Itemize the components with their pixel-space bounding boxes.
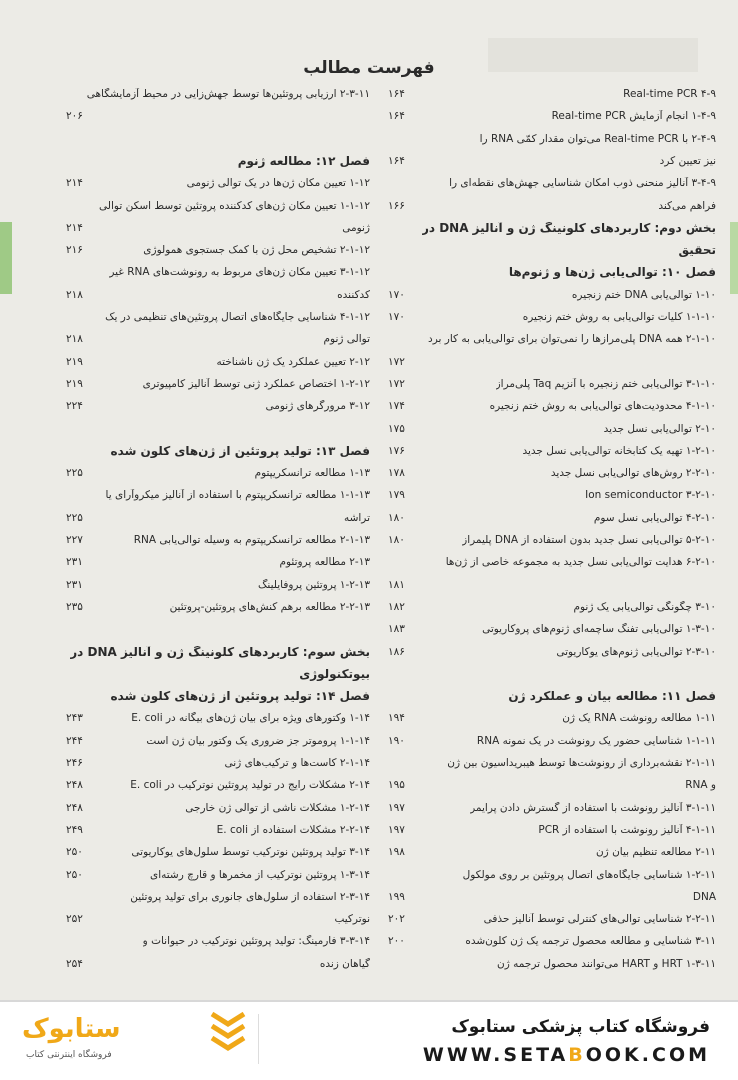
toc-entry [66,534,370,548]
toc-entry-page: ۱۷۰ [388,311,405,323]
toc-entry [388,512,716,526]
shop-name: فروشگاه کتاب پزشکی ستابوک [451,1017,710,1037]
toc-entry-title: تحقیق [678,244,716,258]
toc-entry-page: ۲۱۴ [66,221,83,234]
chapter-heading [388,266,716,280]
toc-entry-page: ۱۷۴ [388,400,405,413]
toc-entry-title: گیاهان زنده [319,957,370,970]
toc-entry [66,200,370,214]
toc-entry-title: فصل ۱۴: تولید پروتئین از ژن‌های کلون شده [110,690,370,704]
toc-entry-page: ۱۷۲ [388,355,405,368]
toc-entry-title: ۳-۳-۱۴ فارمینگ: تولید پروتئین نوترکیب در حیوانات و [142,935,370,948]
toc-entry-page: ۲۱۸ [66,333,83,346]
toc-entry [388,445,716,459]
toc-entry-page: ۱۷۹ [388,489,405,502]
toc-entry [66,712,370,726]
toc-entry [66,467,370,481]
toc-entry-page: ۱۸۳ [388,623,405,636]
chapter-heading [66,155,370,169]
toc-entry-title: ۵-۲-۱۰ توالی‌یابی نسل جدید بدون استفاده از DNA پلیمراز [462,534,716,546]
toc-entry-title: بیوتکنولوژی [299,667,370,681]
toc-entry [388,311,716,325]
setabook-logo[interactable] [22,1014,202,1070]
toc-entry [66,110,370,124]
toc-entry-title: ۲-۱-۱۱ نقشه‌برداری از رونوشت‌ها توسط هیبریداسیون بین ژن [447,757,716,769]
toc-entry [388,378,716,392]
toc-entry-page: ۲۲۵ [66,467,83,480]
toc-entry [66,489,370,503]
toc-entry-title: ۱-۱-۱۲ تعیین مکان ژن‌های کدکننده پروتئین توسط اسکن توالی [99,199,370,212]
toc-entry-title: ۳-۲-۱۰ Ion semiconductor [585,489,716,502]
toc-entry-title: ۱-۱۰ توالی‌یابی DNA ختم زنجیره [571,288,716,301]
toc-entry-page: ۲۳۱ [66,578,83,591]
chapter-heading [388,690,716,704]
toc-entry-title: بخش دوم: کاربردهای کلونینگ ژن و آنالیز DNA در [421,221,716,235]
toc-entry-title: ۲-۴-۹ با Real-time PCR می‌توان مقدار کمّی RNA را [479,132,716,145]
part-heading [66,668,370,682]
toc-entry-title: بخش سوم: کاربردهای کلونینگ ژن و آنالیز DNA در [70,645,370,659]
toc-entry-title: ۲-۲-۱۰ روش‌های توالی‌یابی نسل جدید [550,467,716,480]
toc-entry [388,177,716,191]
toc-entry [388,110,716,124]
toc-entry [388,712,716,726]
toc-entry-title: ۳-۱۴ تولید پروتئین نوترکیب توسط سلول‌های یوکاریوتی [131,846,370,859]
url-prefix: WWW.SETA [422,1044,569,1066]
toc-entry-title: ۲-۲-۱۴ مشکلات استفاده از E. coli [216,823,370,836]
toc-entry [66,846,370,860]
toc-entry-page: ۱۷۵ [388,422,405,435]
toc-entry [66,222,370,236]
toc-entry-page: ۱۸۶ [388,645,405,658]
toc-entry [66,958,370,972]
toc-entry [66,88,370,102]
toc-entry-title: ۴-۱-۱۱ آنالیز رونوشت با استفاده از PCR [538,823,716,836]
toc-entry-title: فصل ۱۲: مطالعه ژنوم [237,154,370,168]
toc-entry [388,356,716,370]
toc-entry-page: ۱۶۴ [388,110,405,123]
toc-entry-page: ۲۰۰ [388,935,405,948]
toc-entry [388,891,716,905]
toc-entry-title: ۱-۱۴ وکتورهای ویژه برای بیان ژن‌های بیگانه در E. coli [131,712,370,725]
toc-entry-page: ۲۴۳ [66,712,83,725]
chevron-logo-icon [208,1006,248,1052]
toc-entry-page: ۱۸۱ [388,578,405,591]
toc-entry-page: ۲۲۵ [66,511,83,524]
toc-entry-title: ۳-۴-۹ آنالیز منحنی ذوب امکان شناسایی جهش‌های نقطه‌ای را [449,177,716,190]
toc-entry-title: توالی ژنوم [323,333,370,346]
toc-entry-page: ۲۳۵ [66,600,83,613]
toc-entry-title: ۱-۱-۱۴ پروموتر جز ضروری یک وکتور بیان ژن است [146,734,370,747]
toc-entry [388,200,716,214]
toc-entry [388,534,716,548]
page-title: فهرست مطالب [303,58,435,78]
toc-entry-title: ۳-۱۲ مرورگرهای ژنومی [265,400,370,413]
toc-entry [388,913,716,927]
toc-entry-title: DNA [692,890,716,903]
toc-entry-title: ۳-۱۰ چگونگی توالی‌یابی یک ژنوم [573,600,716,613]
toc-entry [66,333,370,347]
toc-entry [66,891,370,905]
toc-entry-title: ۲-۱۰ توالی‌یابی نسل جدید [603,422,716,435]
toc-entry-page: ۲۴۸ [66,801,83,814]
toc-entry-page: ۱۸۲ [388,600,405,613]
toc-entry [388,958,716,972]
toc-entry [66,869,370,883]
logo-wordmark: ستابوک [22,1014,121,1044]
toc-entry [66,311,370,325]
toc-entry [388,869,716,883]
toc-entry-page: ۱۶۴ [388,154,405,167]
toc-entry-title: ۲-۱-۱۰ همه DNA پلی‌مرازها را نمی‌توان برای توالی‌یابی به کار برد [428,333,716,346]
toc-entry-title: ۱-۲-۱۴ مشکلات ناشی از توالی ژن خارجی [185,801,370,814]
toc-entry [66,356,370,370]
toc-entry-page: ۱۹۸ [388,846,405,859]
toc-entry-page: ۲۱۹ [66,377,83,390]
toc-entry [388,668,716,682]
toc-entry-page: ۲۳۱ [66,556,83,569]
toc-entry-page: ۲۵۴ [66,957,83,970]
toc-entry-title: ۳-۱-۱۰ توالی‌یابی ختم زنجیره با آنزیم Taq پلی‌مراز [495,377,716,390]
toc-entry-page: ۱۸۰ [388,534,405,546]
section-tab-right [730,222,738,294]
toc-entry [66,601,370,615]
toc-entry-title: ۲-۱۳ مطالعه پروتئوم [279,556,370,569]
toc-entry-title: ۲-۱-۱۳ مطالعه ترانسکریپتوم به وسیله توالی‌یابی RNA [133,534,370,546]
toc-entry-title: ۲-۱۴ مشکلات رایج در تولید پروتئین نوترکیب در E. coli [130,779,370,792]
toc-entry-title: ۱-۲-۱۳ پروتئین پروفایلینگ [258,578,370,591]
toc-entry-title: ۱-۳-۱۱ HRT و HART می‌توانند محصول ترجمه ژن [497,957,716,970]
toc-entry [388,400,716,414]
toc-entry-title: ۴-۲-۱۰ توالی‌یابی نسل سوم [593,511,716,524]
toc-entry [388,556,716,570]
part-heading [66,646,370,660]
toc-entry [66,378,370,392]
toc-entry [388,935,716,949]
toc-entry-title: فصل ۱۰: توالی‌یابی ژن‌ها و ژنوم‌ها [508,266,716,280]
toc-entry [388,757,716,771]
toc-entry-page: ۲۲۷ [66,534,83,546]
toc-entry-title: نوترکیب [334,913,370,926]
footer-divider [0,1000,738,1002]
toc-entry-page: ۱۶۶ [388,199,405,212]
toc-entry-title: ۲-۱-۱۴ کاست‌ها و ترکیب‌های ژنی [224,757,370,769]
toc-entry [388,779,716,793]
toc-entry-page: ۲۴۶ [66,757,83,769]
url-accent-letter: B [568,1044,586,1066]
toc-entry-title: ۳-۱۱ شناسایی و مطالعه محصول ترجمه یک ژن کلون‌شده [465,935,716,948]
toc-entry [66,757,370,771]
toc-entry-title: ۳-۱-۱۲ تعیین مکان ژن‌های مربوط به رونوشت‌های RNA غیر [109,266,370,279]
toc-entry [66,735,370,749]
toc-entry-title: ۲-۱۱ مطالعه تنظیم بیان ژن [595,846,716,859]
toc-entry-page: ۲۴۸ [66,779,83,792]
toc-entry-title: فصل ۱۳: تولید پروتئین از ژن‌های کلون شده [110,444,370,458]
toc-entry-title: ۲-۱۲ تعیین عملکرد یک ژن ناشناخته [216,355,370,368]
part-heading [388,244,716,258]
toc-entry-page: ۱۷۲ [388,377,405,390]
toc-entry-page: ۲۱۹ [66,355,83,368]
toc-entry-page: ۲۱۶ [66,244,83,257]
toc-entry-title: ۱-۲-۱۲ اختصاص عملکرد ژنی توسط آنالیز کامپیوتری [142,377,370,390]
toc-entry-title: ۱-۱-۱۱ شناسایی حضور یک رونوشت در یک نمونه RNA [476,734,716,747]
toc-entry-title: ۲-۳-۱۰ توالی‌یابی ژنوم‌های یوکاریوتی [556,645,716,658]
toc-entry-page: ۲۵۲ [66,913,83,926]
toc-entry [66,579,370,593]
toc-entry [388,88,716,102]
toc-entry-page: ۲۴۴ [66,734,83,747]
toc-entry-page: ۱۹۴ [388,712,405,725]
toc-entry-title: ۴-۱-۱۲ شناسایی جایگاه‌های اتصال پروتئین‌های تنظیمی در یک [105,311,370,323]
toc-entry [388,333,716,347]
toc-entry-title: ۴-۱-۱۰ محدودیت‌های توالی‌یابی به روش ختم زنجیره [489,400,716,413]
toc-entry-title: ۱-۴-۹ انجام آزمایش Real-time PCR [551,110,716,123]
toc-entry-title: تراشه [343,511,370,524]
toc-entry-title: ۱-۱۲ تعیین مکان ژن‌ها در یک توالی ژنومی [186,177,370,190]
toc-entry-page: ۲۰۲ [388,913,405,926]
toc-entry-page: ۲۴۹ [66,823,83,836]
toc-entry [388,601,716,615]
toc-entry [66,133,370,147]
toc-entry-title: ۲-۳-۱۴ استفاده از سلول‌های جانوری برای تولید پروتئین [130,890,370,903]
chapter-heading [66,690,370,704]
toc-entry-page: ۲۵۰ [66,868,83,881]
shop-url[interactable] [423,1044,710,1066]
toc-entry [388,824,716,838]
logo-separator [258,1014,259,1064]
toc-entry-page: ۱۷۶ [388,444,405,457]
toc-entry [388,623,716,637]
toc-entry [66,623,370,637]
logo-tagline: فروشگاه اینترنتی کتاب [26,1050,112,1060]
footer-banner [0,1000,738,1080]
toc-entry [66,266,370,280]
toc-entry-title: فراهم می‌کند [658,199,716,212]
toc-entry-page: ۲۲۴ [66,400,83,413]
chapter-heading [66,445,370,459]
toc-entry [66,177,370,191]
toc-entry-title: ۱-۳-۱۴ پروتئین نوترکیب از مخمرها و قارچ رشته‌ای [149,868,370,881]
toc-entry [388,489,716,503]
toc-entry-page: ۱۷۰ [388,288,405,301]
toc-entry-page: ۱۶۴ [388,88,405,100]
toc-entry [66,824,370,838]
toc-entry [388,155,716,169]
toc-entry-title: ۲-۳-۱۱ ارزیابی پروتئین‌ها توسط جهش‌زایی در محیط آزمایشگاهی [86,88,370,100]
toc-entry-title: نیز تعیین کرد [659,154,716,167]
toc-entry-title: ۱-۱-۱۳ مطالعه ترانسکریپتوم با استفاده از آنالیز میکروآرای یا [105,489,370,502]
toc-entry [66,913,370,927]
toc-entry-title: ۱-۱۳ مطالعه ترانسکریپتوم [254,467,370,480]
toc-entry-title: ۶-۲-۱۰ هدایت توالی‌یابی نسل جدید به مجموعه خاصی از ژن‌ها [445,556,716,569]
toc-entry-title: ۱-۲-۱۱ شناسایی جایگاه‌های اتصال پروتئین بر روی مولکول [462,868,716,881]
toc-entry-title: ژنومی [342,221,370,234]
toc-entry-page: ۱۹۹ [388,890,405,903]
toc-entry-title: ۴-۹ Real-time PCR [623,88,716,100]
toc-entry-title: ۲-۱-۱۲ تشخیص محل ژن با کمک جستجوی همولوژی [143,244,370,257]
toc-entry [388,289,716,303]
toc-entry-page: ۲۰۶ [66,110,83,123]
toc-entry-page: ۱۸۰ [388,511,405,524]
toc-entry [66,556,370,570]
toc-entry-page: ۱۷۸ [388,467,405,480]
toc-entry-title: ۲-۲-۱۳ مطالعه برهم کنش‌های پروتئین-پروتئین [169,600,370,613]
toc-entry [388,133,716,147]
toc-entry [66,244,370,258]
toc-entry-title: فصل ۱۱: مطالعه بیان و عملکرد ژن [508,690,716,704]
toc-entry [388,735,716,749]
toc-entry [66,289,370,303]
toc-entry-title: ۳-۱-۱۱ آنالیز رونوشت با استفاده از گسترش دادن پرایمر [470,801,716,814]
toc-entry [66,779,370,793]
toc-entry-page: ۲۱۸ [66,288,83,301]
toc-entry-page: ۱۹۵ [388,779,405,792]
url-suffix: OOK.COM [585,1044,710,1066]
toc-entry [388,802,716,816]
toc-entry-title: ۱-۱۱ مطالعه رونوشت RNA یک ژن [562,712,716,725]
toc-entry-title: ۱-۲-۱۰ تهیه یک کتابخانه توالی‌یابی نسل جدید [522,444,716,457]
toc-entry-title: و RNA [685,779,716,792]
toc-entry [66,423,370,437]
toc-entry-title: ۱-۱-۱۰ کلیات توالی‌یابی به روش ختم زنجیره [522,311,716,323]
toc-entry [388,846,716,860]
toc-entry [388,423,716,437]
toc-entry-page: ۲۱۴ [66,177,83,190]
toc-entry-title: ۱-۳-۱۰ توالی‌یابی تفنگ ساچمه‌ای ژنوم‌های پروکاریوتی [482,623,716,636]
toc-entry [66,802,370,816]
toc-entry-title: ۲-۲-۱۱ شناسایی توالی‌های کنترلی توسط آنالیز حذفی [483,913,716,926]
toc-entry-page: ۱۹۷ [388,801,405,814]
toc-entry-page: ۱۹۰ [388,734,405,747]
toc-entry [66,400,370,414]
toc-entry [388,646,716,660]
toc-entry-page: ۱۹۷ [388,823,405,836]
part-heading [388,222,716,236]
toc-entry [388,467,716,481]
toc-entry-page: ۲۵۰ [66,846,83,859]
section-tab-left [0,222,12,294]
toc-entry [66,935,370,949]
toc-entry [66,512,370,526]
toc-entry [388,579,716,593]
toc-entry-title: کدکننده [337,288,370,301]
